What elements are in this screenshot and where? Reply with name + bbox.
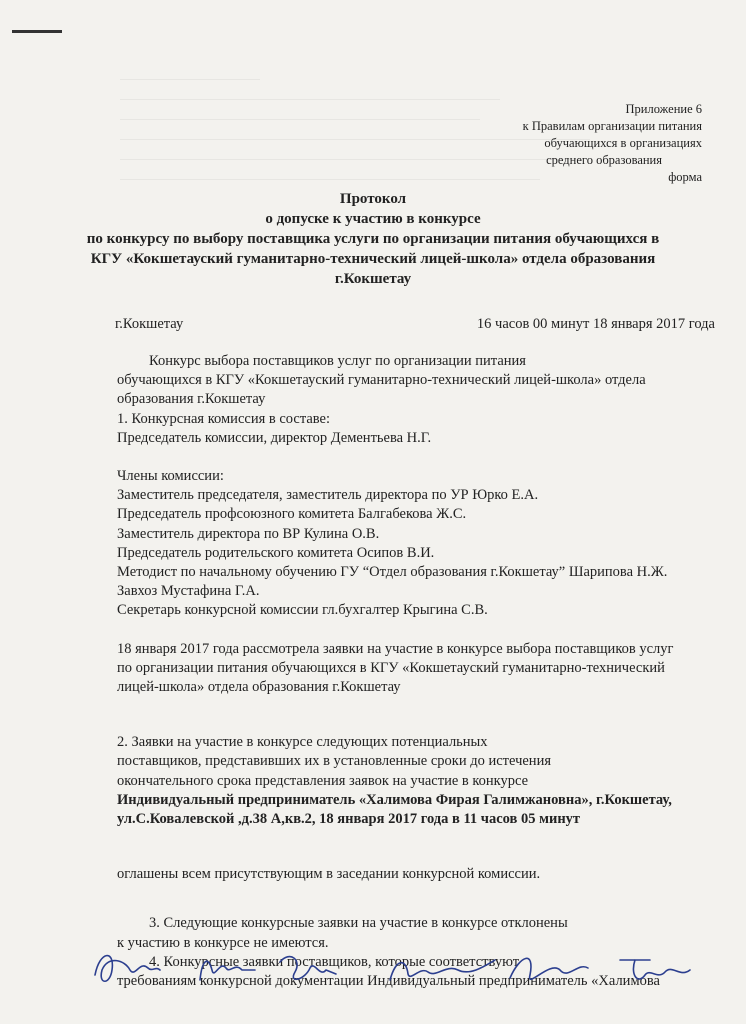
commission-member: Методист по начальному обучению ГУ “Отдел образования г.Кокшетау” Шарипова Н.Ж. [117, 564, 668, 581]
supplier-name: Индивидуальный предприниматель «Халимова Фирая Галимжановна», г.Кокшетау, [117, 791, 672, 808]
supplier-address: ул.С.Ковалевской ,д.38 А,кв.2, 18 января 2017 года в 11 часов 05 минут [117, 811, 581, 828]
title-line: о допуске к участию в конкурсе [265, 211, 481, 227]
review-line: по организации питания обучающихся в КГУ «Кокшетауский гуманитарно-технический [117, 659, 665, 676]
members-heading: Члены комиссии: [117, 468, 224, 485]
signature [200, 961, 255, 980]
datetime: 16 часов 00 минут 18 января 2017 года [476, 316, 715, 332]
review-line: 18 января 2017 года рассмотрела заявки на участие в конкурсе выбора поставщиков услуг [117, 640, 674, 657]
commission-member: Секретарь конкурсной комиссии гл.бухгалтер Крыгина С.В. [117, 602, 488, 619]
review-line: лицей-школа» отдела образования г.Кокшетау [117, 679, 401, 696]
place-date-line [115, 316, 715, 333]
signature [620, 960, 690, 979]
signature [95, 956, 160, 982]
section2-line: окончательного срока представления заявок на участие в конкурсе [117, 772, 529, 789]
section3-line: к участию в конкурсе не имеются. [117, 934, 329, 951]
section4-line: 4. Конкурсные заявки поставщиков, которые соответствуют [149, 953, 520, 970]
appendix-line: форма [668, 170, 702, 184]
handwritten-signatures [90, 940, 710, 1000]
signature [390, 960, 495, 980]
commission-member: Завхоз Мустафина Г.А. [117, 583, 260, 600]
commission-chair: Председатель комиссии, директор Дементьева Н.Г. [117, 429, 432, 446]
commission-member: Заместитель директора по ВР Кулина О.В. [117, 525, 380, 542]
place: г.Кокшетау [115, 316, 184, 332]
appendix-reference [472, 101, 702, 186]
signature [510, 958, 588, 979]
commission-member: Председатель родительского комитета Осипов В.И. [117, 544, 435, 561]
commission-member: Заместитель председателя, заместитель директора по УР Юрко Е.А. [117, 487, 539, 504]
intro-line: обучающихся в КГУ «Кокшетауский гуманитарно-технический лицей-школа» отдела [117, 372, 646, 389]
title-line: Протокол [339, 191, 407, 207]
document-title [80, 189, 666, 289]
appendix-line: Приложение 6 [625, 102, 702, 116]
section2-after: оглашены всем присутствующим в заседании конкурсной комиссии. [117, 866, 541, 883]
appendix-line: среднего образования [546, 153, 662, 167]
section4-line: требованиям конкурсной документации Индивидуальный предприниматель «Халимова [117, 973, 660, 990]
appendix-line: к Правилам организации питания [522, 119, 702, 133]
appendix-line: обучающихся в организациях [544, 136, 702, 150]
scan-corner-mark [12, 30, 62, 33]
protocol-body [117, 352, 717, 991]
commission-heading: 1. Конкурсная комиссия в составе: [117, 410, 330, 427]
signature [280, 957, 336, 980]
commission-member: Председатель профсоюзного комитета Балгабекова Ж.С. [117, 506, 467, 523]
intro-line: образования г.Кокшетау [117, 391, 266, 408]
section2-line: поставщиков, представивших их в установленные сроки до истечения [117, 753, 551, 770]
intro-line: Конкурс выбора поставщиков услуг по организации питания [149, 353, 526, 369]
section3-line: 3. Следующие конкурсные заявки на участие в конкурсе отклонены [149, 915, 568, 932]
title-line: г.Кокшетау [334, 271, 412, 287]
section2-line: 2. Заявки на участие в конкурсе следующих потенциальных [117, 734, 488, 751]
title-line: КГУ «Кокшетауский гуманитарно-технический лицей-школа» отдела образования [90, 251, 656, 267]
title-line: по конкурсу по выбору поставщика услуги по организации питания обучающихся в [86, 231, 660, 247]
